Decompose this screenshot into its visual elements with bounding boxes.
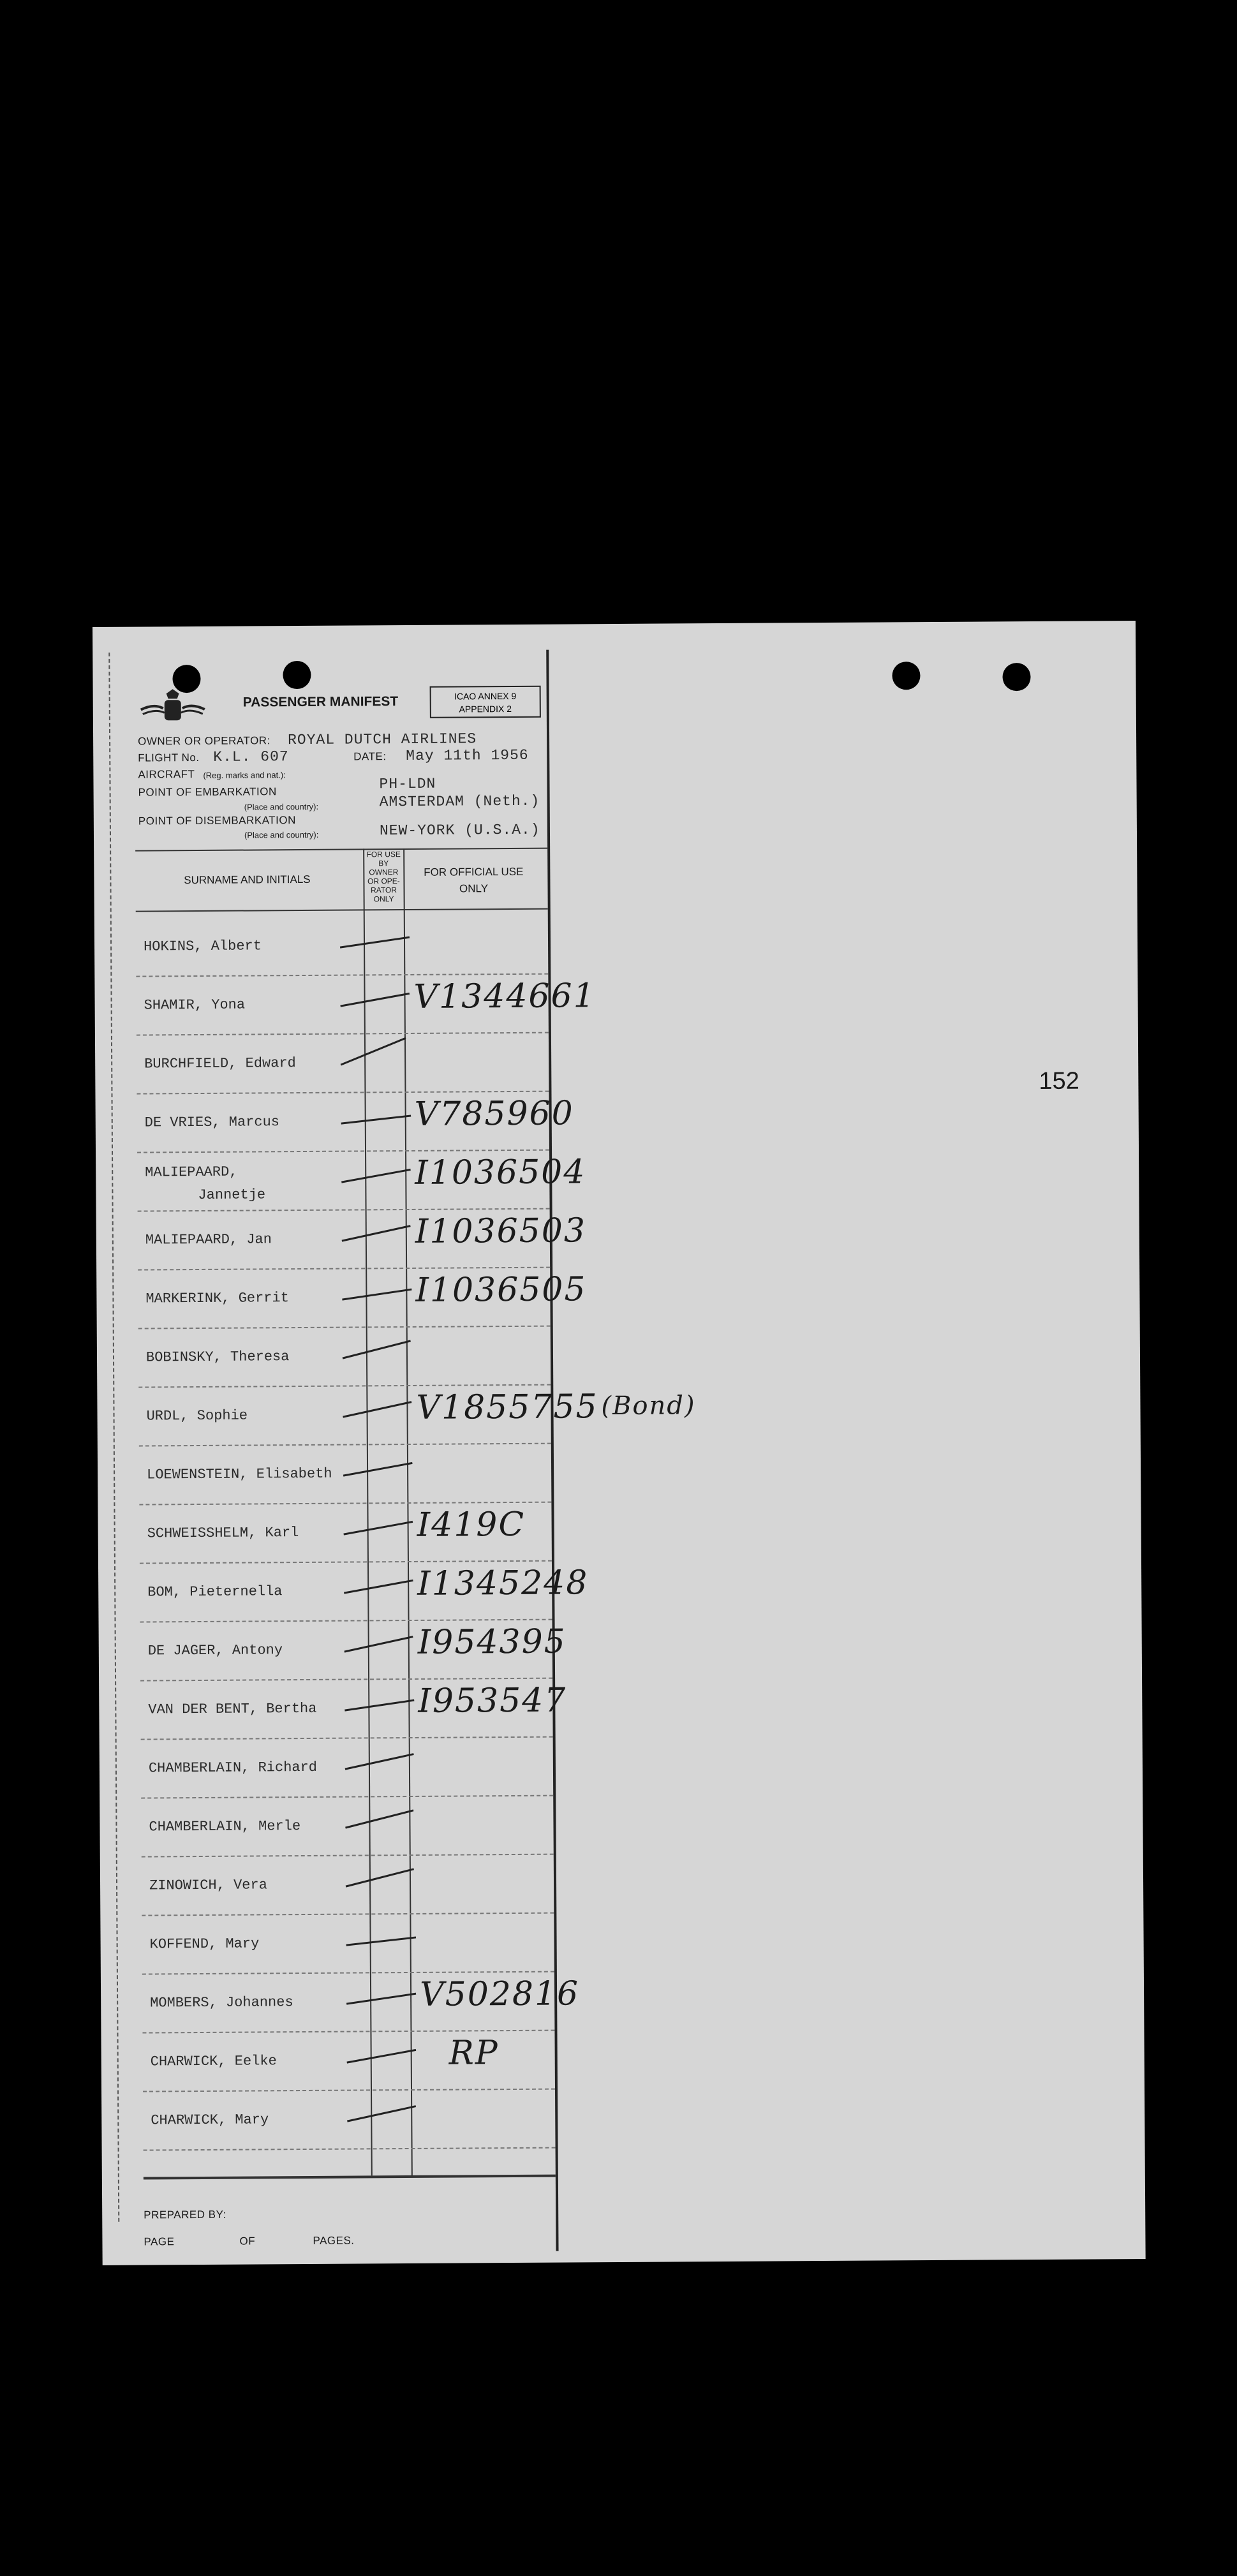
flight-label: FLIGHT No. (138, 751, 200, 764)
table-row (137, 1091, 574, 1153)
official-use-entry: V1855755 (416, 1388, 598, 1427)
table-row (140, 1560, 589, 1623)
table-row (142, 2030, 555, 2092)
passenger-name: CHAMBERLAIN, Richard (148, 1759, 318, 1777)
passenger-name: LOEWENSTEIN, Elisabeth (147, 1465, 332, 1483)
check-mark-icon (341, 1037, 406, 1066)
table-row (140, 1678, 567, 1740)
embark-value: AMSTERDAM (Neth.) (379, 792, 540, 811)
official-use-entry: V502816 (419, 1974, 580, 2014)
passenger-name: BOBINSKY, Theresa (145, 1349, 290, 1366)
check-mark-icon (341, 1169, 411, 1183)
table-row (140, 1619, 567, 1682)
disembark-label: POINT OF DISEMBARKATION (138, 814, 296, 827)
check-mark-icon (343, 1462, 413, 1477)
check-mark-icon (340, 993, 410, 1007)
table-row (139, 1502, 552, 1564)
embark-sub: (Place and country): (244, 801, 319, 812)
check-mark-icon (343, 1340, 411, 1359)
official-use-entry: V1344661 (413, 977, 596, 1016)
official-use-entry: I1345248 (417, 1564, 589, 1603)
passenger-name: HOKINS, Albert (143, 938, 262, 955)
passenger-name: SHAMIR, Yona (144, 996, 246, 1014)
passenger-name: CHARWICK, Eelke (150, 2053, 277, 2070)
passenger-name: VAN DER BENT, Bertha (148, 1700, 317, 1718)
pages-label: PAGES. (313, 2234, 355, 2247)
passenger-name: MARKERINK, Gerrit (145, 1290, 289, 1307)
passenger-name: DE VRIES, Marcus (144, 1114, 280, 1131)
official-use-entry: I1036504 (415, 1153, 586, 1192)
table-row (141, 1795, 554, 1858)
punch-hole (892, 662, 920, 690)
date-label: DATE: (353, 750, 387, 763)
check-mark-icon (346, 2049, 416, 2064)
table-row (142, 1854, 554, 1916)
aircraft-label: AIRCRAFT (138, 768, 195, 781)
table-row (142, 1971, 580, 2034)
check-mark-icon (346, 1868, 414, 1887)
table-top-rule (135, 848, 547, 852)
prepared-by-label: PREPARED BY: (144, 2208, 226, 2221)
embark-label: POINT OF EMBARKATION (138, 785, 277, 799)
check-mark-icon (345, 1809, 413, 1828)
passenger-name: CHARWICK, Mary (151, 2112, 269, 2129)
check-mark-icon (346, 1993, 416, 2005)
owner-value: ROYAL DUTCH AIRLINES (288, 730, 477, 749)
icao-line-1: ICAO ANNEX 9 (454, 690, 517, 702)
table-row (136, 915, 549, 977)
passenger-name: DE JAGER, Antony (147, 1642, 283, 1659)
passenger-name: BURCHFIELD, Edward (144, 1055, 296, 1072)
official-use-entry: RP (448, 2034, 499, 2073)
table-row (139, 1443, 552, 1506)
passenger-name: BOM, Pieternella (147, 1583, 283, 1601)
manifest-title: PASSENGER MANIFEST (242, 694, 399, 710)
icao-line-2: APPENDIX 2 (459, 703, 512, 714)
page-number: 152 (1039, 1067, 1079, 1095)
table-row (137, 1150, 586, 1212)
check-mark-icon (344, 1699, 414, 1712)
table-row (143, 2089, 556, 2151)
official-use-entry: I419C (417, 1505, 526, 1544)
passenger-table (135, 848, 696, 2190)
table-row (138, 1208, 587, 1271)
aircraft-value: PH-LDN (379, 775, 436, 793)
passenger-name: ZINOWICH, Vera (149, 1877, 267, 1894)
check-mark-icon (343, 1521, 413, 1536)
bond-annotation: (Bond) (601, 1391, 696, 1421)
check-mark-icon (342, 1225, 411, 1241)
table-row (142, 1913, 554, 1975)
check-mark-icon (345, 1753, 414, 1770)
klm-logo-icon (138, 687, 208, 732)
passenger-name: MALIEPAARD, (145, 1164, 238, 1181)
table-row (138, 1267, 587, 1329)
flight-value: K.L. 607 (213, 748, 289, 766)
date-value: May 11th 1956 (406, 746, 529, 765)
check-mark-icon (344, 1580, 413, 1594)
official-use-entry: I954395 (417, 1622, 567, 1662)
punch-hole (1002, 663, 1030, 691)
passenger-name-line-2: Jannetje (198, 1187, 266, 1204)
passenger-name: CHAMBERLAIN, Merle (149, 1818, 301, 1835)
official-use-entry: I1036505 (415, 1270, 587, 1310)
manifest-page (93, 621, 1146, 2265)
official-use-entry: I1036503 (415, 1211, 587, 1251)
page-label: PAGE (144, 2235, 175, 2248)
check-mark-icon (344, 1636, 413, 1652)
official-use-header: FOR OFFICIAL USE ONLY (424, 865, 524, 895)
official-use-entry: V785960 (414, 1094, 574, 1134)
punch-hole (283, 661, 311, 689)
disembark-value: NEW-YORK (U.S.A.) (379, 821, 540, 840)
check-mark-icon (342, 1289, 411, 1301)
passenger-name: MALIEPAARD, Jan (145, 1231, 272, 1248)
table-row (137, 1032, 549, 1095)
table-head-rule (136, 908, 548, 912)
owner-label: OWNER OR OPERATOR: (138, 734, 270, 748)
disembark-sub: (Place and country): (244, 829, 319, 840)
check-mark-icon (340, 936, 410, 949)
surname-header: SURNAME AND INITIALS (184, 873, 311, 887)
of-label: OF (239, 2235, 256, 2247)
check-mark-icon (346, 1936, 416, 1946)
table-row (138, 1326, 551, 1388)
passenger-name: KOFFEND, Mary (149, 1936, 260, 1953)
official-use-entry: I953547 (418, 1681, 567, 1721)
check-mark-icon (341, 1114, 411, 1124)
table-row (141, 1736, 554, 1799)
check-mark-icon (343, 1401, 411, 1418)
passenger-name: SCHWEISSHELM, Karl (147, 1525, 299, 1542)
table-row (138, 1384, 696, 1447)
table-bottom-rule (144, 2175, 556, 2180)
passenger-name: MOMBERS, Johannes (150, 1994, 293, 2011)
aircraft-sub: (Reg. marks and nat.): (203, 770, 286, 780)
passenger-name: URDL, Sophie (146, 1407, 248, 1425)
icao-box (430, 686, 541, 718)
owner-use-header: FOR USE BY OWNER OR OPE- RATOR ONLY (366, 850, 401, 904)
form-left-edge (108, 653, 119, 2222)
table-row (136, 973, 596, 1036)
check-mark-icon (347, 2105, 416, 2122)
